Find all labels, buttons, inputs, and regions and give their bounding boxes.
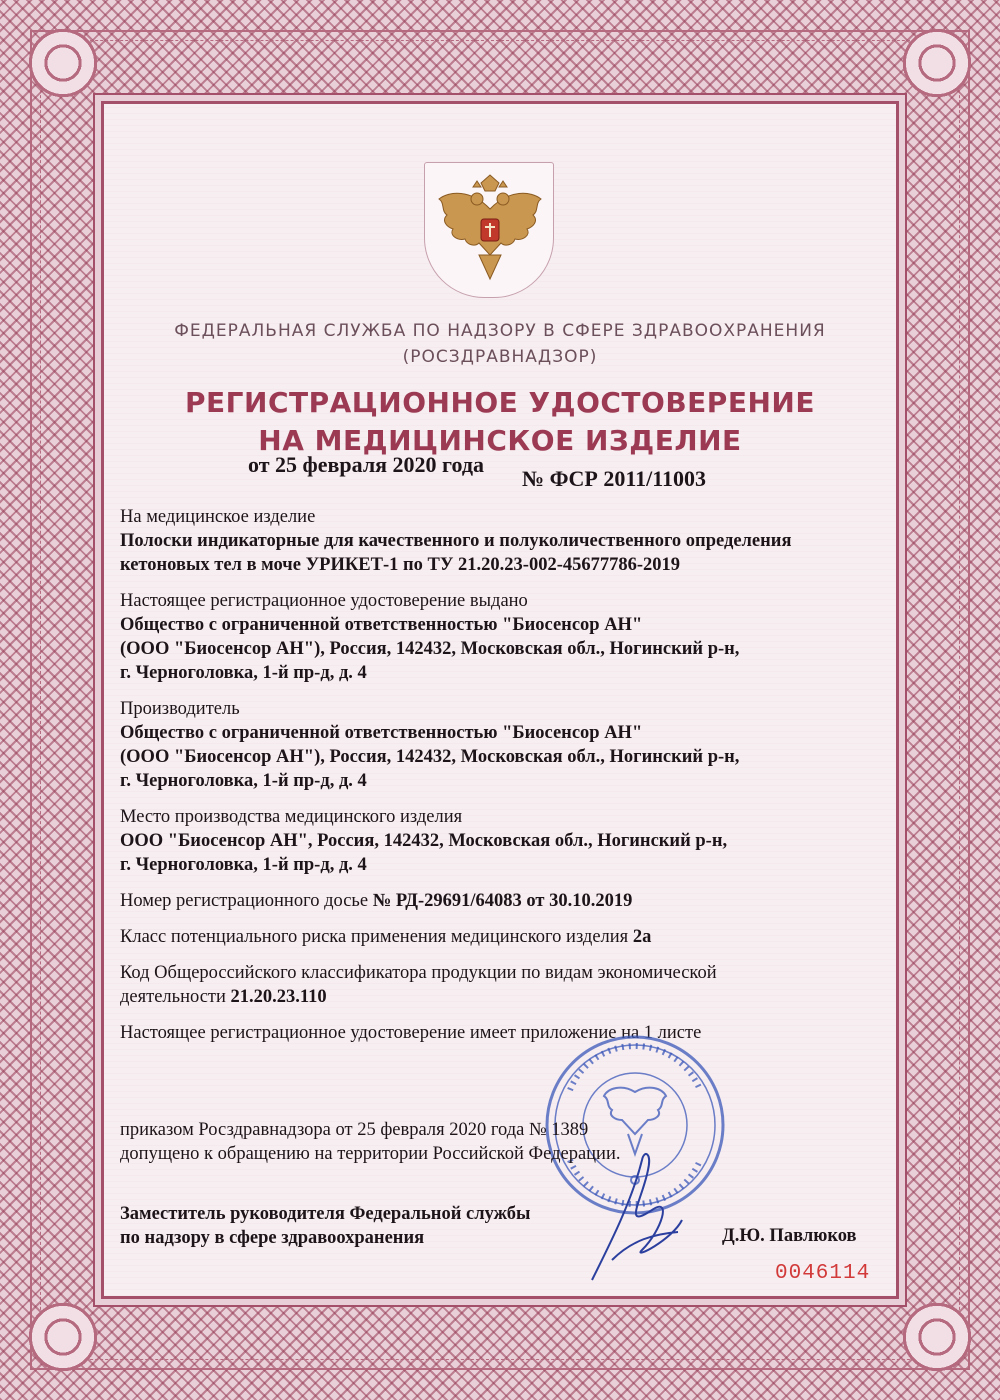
signature-icon bbox=[582, 1140, 692, 1290]
device-section bbox=[120, 505, 880, 577]
organization-line: г. Черноголовка, 1-й пр-д, д. 4 bbox=[120, 663, 367, 683]
order-statement bbox=[120, 1118, 620, 1166]
okpd-label: деятельности bbox=[120, 987, 226, 1007]
site-line: ООО "Биосенсор АН", Россия, 142432, Московская обл., Ногинский р-н, bbox=[120, 831, 728, 851]
section-label: Место производства медицинского изделия bbox=[120, 807, 463, 827]
serial-number: 0046114 bbox=[775, 1262, 871, 1285]
issue-date: от 25 февраля 2020 года bbox=[248, 452, 484, 477]
okpd-value: 21.20.23.110 bbox=[230, 987, 327, 1007]
dossier-value: № РД-29691/64083 от 30.10.2019 bbox=[372, 891, 633, 911]
device-name: Полоски индикаторные для качественного и полуколичественного определения bbox=[120, 531, 792, 551]
agency-line: ФЕДЕРАЛЬНАЯ СЛУЖБА ПО НАДЗОРУ В СФЕРЕ ЗДРАВООХРАНЕНИЯ bbox=[174, 321, 826, 341]
coat-of-arms-icon bbox=[424, 162, 554, 298]
organization-line: г. Черноголовка, 1-й пр-д, д. 4 bbox=[120, 771, 367, 791]
title-line: НА МЕДИЦИНСКОЕ ИЗДЕЛИЕ bbox=[258, 424, 742, 457]
order-line: допущено к обращению на территории Российской Федерации. bbox=[120, 1144, 621, 1164]
section-label: Производитель bbox=[120, 699, 240, 719]
corner-ornament bbox=[882, 8, 992, 118]
organization-line: (ООО "Биосенсор АН"), Россия, 142432, Московская обл., Ногинский р-н, bbox=[120, 747, 740, 767]
corner-ornament bbox=[8, 8, 118, 118]
okpd-line bbox=[120, 985, 880, 1009]
device-name: кетоновых тел в моче УРИКЕТ-1 по ТУ 21.20.23-002-45677786-2019 bbox=[120, 555, 681, 575]
appendix-section bbox=[120, 1021, 880, 1045]
title-line: РЕГИСТРАЦИОННОЕ УДОСТОВЕРЕНИЕ bbox=[185, 386, 815, 419]
section-label: На медицинское изделие bbox=[120, 507, 316, 527]
okpd-section bbox=[120, 961, 880, 1009]
dossier-line bbox=[120, 889, 880, 913]
agency-abbrev: (РОСЗДРАВНАДЗОР) bbox=[402, 347, 598, 367]
certificate-number: № ФСР 2011/11003 bbox=[522, 466, 707, 491]
dossier-section bbox=[120, 889, 880, 913]
risk-class-label: Класс потенциального риска применения медицинского изделия bbox=[120, 927, 629, 947]
section-label: Настоящее регистрационное удостоверение выдано bbox=[120, 591, 528, 611]
organization-line: Общество с ограниченной ответственностью "Биосенсор АН" bbox=[120, 723, 643, 743]
corner-ornament bbox=[8, 1282, 118, 1392]
manufacturer-section bbox=[120, 697, 880, 793]
signatory-name: Д.Ю. Павлюков bbox=[722, 1226, 857, 1246]
signatory-line: Заместитель руководителя Федеральной службы bbox=[120, 1204, 531, 1224]
organization-line: Общество с ограниченной ответственностью "Биосенсор АН" bbox=[120, 615, 643, 635]
organization-line: (ООО "Биосенсор АН"), Россия, 142432, Московская обл., Ногинский р-н, bbox=[120, 639, 740, 659]
agency-name bbox=[104, 318, 896, 370]
production-site-section bbox=[120, 805, 880, 877]
site-line: г. Черноголовка, 1-й пр-д, д. 4 bbox=[120, 855, 367, 875]
risk-class-section bbox=[120, 925, 880, 949]
issued-to-section bbox=[120, 589, 880, 685]
corner-ornament bbox=[882, 1282, 992, 1392]
document-title bbox=[104, 384, 896, 460]
order-line: приказом Росздравнадзора от 25 февраля 2020 года № 1389 bbox=[120, 1120, 589, 1140]
dossier-label: Номер регистрационного досье bbox=[120, 891, 369, 911]
risk-class-line bbox=[120, 925, 880, 949]
signatory-title bbox=[120, 1202, 530, 1250]
okpd-line: Код Общероссийского классификатора продукции по видам экономической bbox=[120, 963, 717, 983]
certificate-body bbox=[120, 505, 880, 1057]
signatory-line: по надзору в сфере здравоохранения bbox=[120, 1228, 425, 1248]
appendix-note: Настоящее регистрационное удостоверение имеет приложение на 1 листе bbox=[120, 1023, 702, 1043]
risk-class-value: 2а bbox=[632, 927, 652, 947]
